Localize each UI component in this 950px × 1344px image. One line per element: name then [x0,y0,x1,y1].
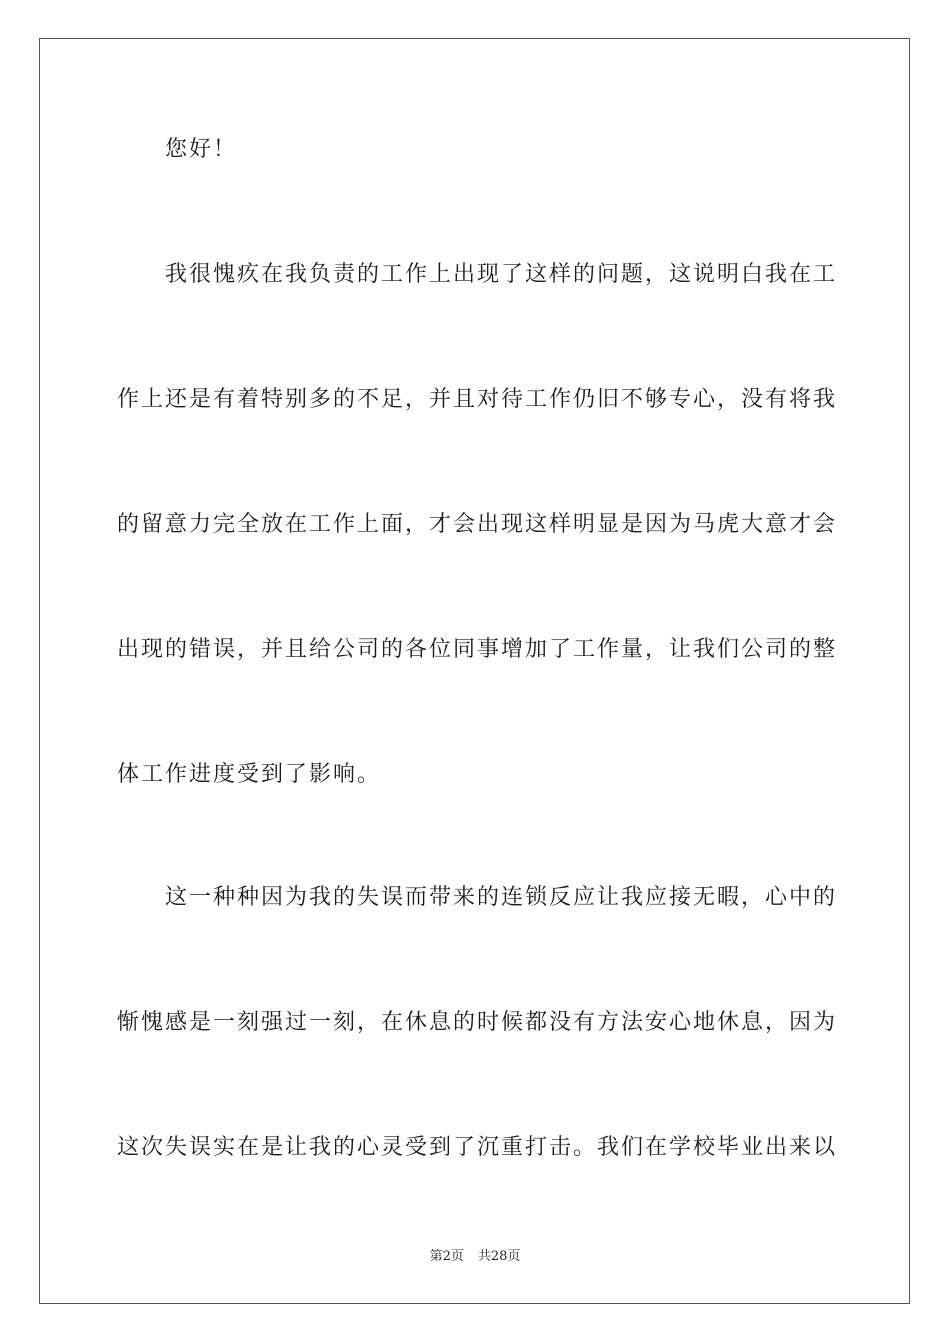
paragraph-1-line-1: 我很愧疚在我负责的工作上出现了这样的问题，这说明白我在工 [165,262,838,287]
page-number: 第2页 [429,1249,464,1264]
page-total: 共28页 [477,1249,521,1264]
paragraph-2-line-2: 惭愧感是一刻强过一刻，在休息的时候都没有方法安心地休息，因为 [117,1010,838,1035]
page-footer [0,1245,950,1264]
greeting-line: 您好！ [165,137,238,162]
paragraph-1-line-4: 出现的错误，并且给公司的各位同事增加了工作量，让我们公司的整 [117,637,838,662]
paragraph-1-line-5: 体工作进度受到了影响。 [117,762,382,787]
paragraph-2-line-1: 这一种种因为我的失误而带来的连锁反应让我应接无暇，心中的 [165,885,838,910]
paragraph-2-line-3: 这次失误实在是让我的心灵受到了沉重打击。我们在学校毕业出来以 [117,1135,838,1160]
paragraph-1-line-2: 作上还是有着特别多的不足，并且对待工作仍旧不够专心，没有将我 [117,387,838,412]
paragraph-1-line-3: 的留意力完全放在工作上面，才会出现这样明显是因为马虎大意才会 [117,512,838,537]
page-frame [39,38,910,1304]
